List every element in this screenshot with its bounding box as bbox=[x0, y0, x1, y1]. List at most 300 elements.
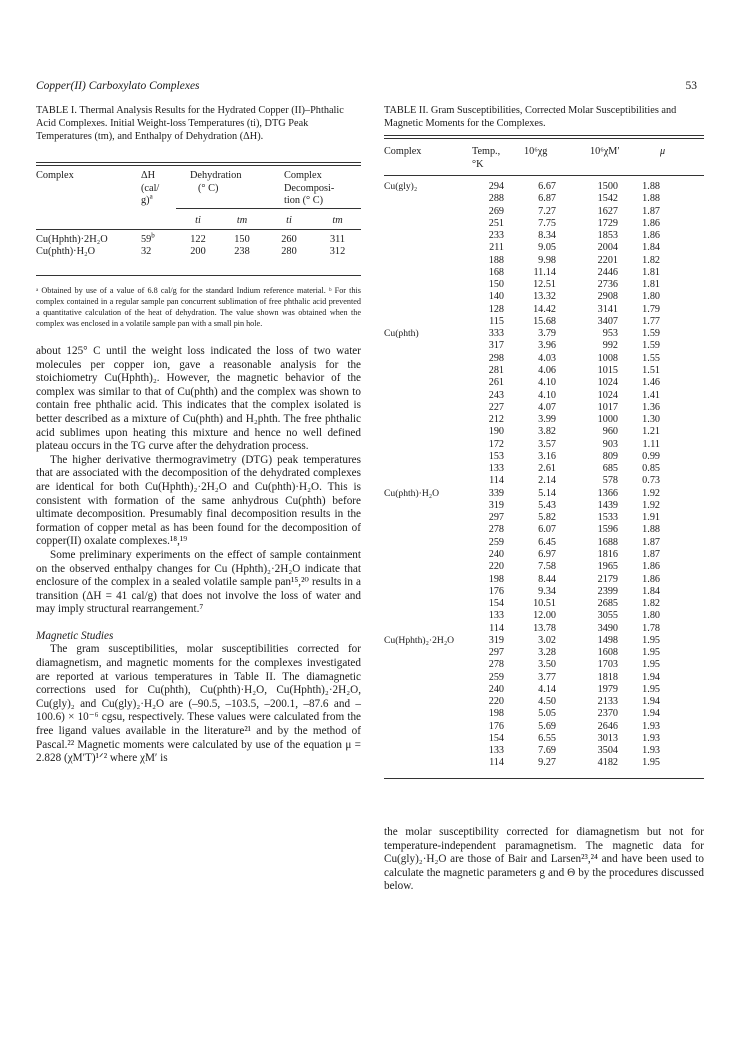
table-cell-complex bbox=[384, 439, 470, 451]
table-cell-complex bbox=[384, 721, 470, 733]
table-cell-chim: 2201 bbox=[597, 254, 618, 266]
table-cell-temp: 243 bbox=[488, 389, 504, 401]
table-row bbox=[384, 414, 704, 426]
table-cell-mu: 1.91 bbox=[642, 512, 660, 524]
table-row bbox=[384, 255, 704, 267]
table-cell-mu: 1.51 bbox=[642, 364, 660, 376]
table-cell-chim: 4182 bbox=[597, 757, 618, 769]
table-cell-chim: 1500 bbox=[597, 181, 618, 192]
table-cell-temp: 133 bbox=[488, 463, 504, 475]
table-cell-mu: 1.87 bbox=[642, 205, 660, 217]
table-cell-chim: 1596 bbox=[597, 524, 618, 536]
table-cell-mu: 1.95 bbox=[642, 659, 660, 671]
table-cell-mu: 1.79 bbox=[642, 303, 660, 315]
table-cell-temp: 114 bbox=[489, 757, 504, 769]
table-cell-chim: 1608 bbox=[597, 647, 618, 659]
table-row bbox=[384, 623, 704, 635]
table-cell-temp: 212 bbox=[488, 414, 504, 426]
table-cell-mu: 1.21 bbox=[642, 426, 660, 438]
table-row bbox=[384, 721, 704, 733]
table-cell-mu: 1.93 bbox=[642, 732, 660, 744]
table-cell-temp: 150 bbox=[488, 279, 504, 291]
table-row bbox=[384, 672, 704, 684]
table-cell-complex: Cu(phth) bbox=[384, 328, 419, 340]
table-cell-temp: 233 bbox=[488, 230, 504, 242]
table-cell-complex bbox=[384, 451, 470, 463]
table-cell-complex bbox=[384, 500, 470, 512]
table-cell-chig: 6.67 bbox=[538, 181, 556, 192]
table1-sub-rule-dehyd bbox=[176, 208, 361, 209]
table-cell-mu: 1.94 bbox=[642, 708, 660, 720]
table-cell-temp: 114 bbox=[489, 475, 504, 487]
table-cell-chim: 2646 bbox=[597, 720, 618, 732]
table-cell-mu: 1.88 bbox=[642, 193, 660, 205]
table-cell-temp: 133 bbox=[488, 610, 504, 622]
table-cell-chig: 2.61 bbox=[538, 463, 556, 475]
table1-top-rule bbox=[36, 162, 361, 163]
table-cell-complex bbox=[384, 230, 470, 242]
table-cell-chim: 3407 bbox=[597, 315, 618, 327]
table-cell-temp: 269 bbox=[488, 205, 504, 217]
table-cell-complex bbox=[384, 242, 470, 254]
table-cell-temp: 317 bbox=[488, 340, 504, 352]
paragraph: Some preliminary experiments on the effect of sample containment on the observed enthalpy changes for Cu (Hphth)₂·2H₂O indicate that enclosure of the complex in a sealed volatile sample pan¹⁵,²⁰ results in a transition (ΔH = 41 cal/g) that does not involve the loss of water and may imply structural rearrangement.⁷ bbox=[36, 548, 361, 616]
table-row bbox=[384, 291, 704, 303]
table-cell-complex bbox=[384, 512, 470, 524]
table-cell-chim: 1818 bbox=[597, 671, 618, 683]
table-cell-temp: 220 bbox=[488, 561, 504, 573]
table-cell-chig: 6.97 bbox=[538, 548, 556, 560]
table-cell-chig: 6.55 bbox=[538, 732, 556, 744]
table-cell-mu: 1.36 bbox=[642, 401, 660, 413]
table-cell-temp: 339 bbox=[488, 487, 504, 499]
table-cell-chim: 2179 bbox=[597, 573, 618, 585]
table-cell-temp: 251 bbox=[488, 217, 504, 229]
table-row: Cu(phth)·H₂O 32 200 238 280 312 bbox=[36, 246, 346, 258]
table-cell-temp: 261 bbox=[488, 377, 504, 389]
table-cell-chim: 1017 bbox=[597, 401, 618, 413]
table-cell-chim: 1816 bbox=[597, 548, 618, 560]
table-cell-mu: 1.86 bbox=[642, 230, 660, 242]
table-cell-mu: 1.80 bbox=[642, 291, 660, 303]
table-cell-chig: 11.14 bbox=[533, 266, 556, 278]
table2-top-rule-2 bbox=[384, 138, 704, 139]
table-row bbox=[384, 610, 704, 622]
table-row bbox=[384, 463, 704, 475]
table-cell-temp: 298 bbox=[488, 352, 504, 364]
table-cell-mu: 1.84 bbox=[642, 242, 660, 254]
table-cell-mu: 0.85 bbox=[642, 463, 660, 475]
table-cell-temp: 190 bbox=[488, 426, 504, 438]
table-cell-mu: 1.59 bbox=[642, 340, 660, 352]
table-row bbox=[384, 439, 704, 451]
table-cell-chig: 12.00 bbox=[533, 610, 556, 622]
table-cell-complex bbox=[384, 561, 470, 573]
table-cell-mu: 0.73 bbox=[642, 475, 660, 487]
table2-header-chig: 10⁶χg bbox=[524, 146, 548, 157]
table-cell-mu: 1.84 bbox=[642, 585, 660, 597]
table-cell-chig: 10.51 bbox=[533, 598, 556, 610]
table-cell-chim: 1729 bbox=[597, 217, 618, 229]
table1-header-decomposition-line2: Decomposi- bbox=[284, 182, 335, 194]
table-cell-complex bbox=[384, 463, 470, 475]
table-cell-temp: 297 bbox=[488, 512, 504, 524]
table-cell-mu: 0.99 bbox=[642, 450, 660, 462]
table1-top-rule-2 bbox=[36, 165, 361, 166]
table-cell-chim: 1979 bbox=[597, 683, 618, 695]
table1-header-complex: Complex bbox=[36, 170, 74, 181]
table-cell-chim: 953 bbox=[602, 328, 618, 340]
table-cell-mu: 1.87 bbox=[642, 536, 660, 548]
table-cell-chig: 6.45 bbox=[538, 536, 556, 548]
table-cell-mu: 1.92 bbox=[642, 487, 660, 499]
table-cell-complex: Cu(Hphth)₂·2H₂O bbox=[384, 634, 455, 646]
table-cell-temp: 140 bbox=[488, 291, 504, 303]
table-cell-complex bbox=[384, 757, 470, 769]
table-cell-chig: 13.32 bbox=[533, 291, 556, 303]
table-cell-temp: 172 bbox=[488, 438, 504, 450]
table-cell-temp: 198 bbox=[488, 708, 504, 720]
table-cell-complex: Cu(phth)·H₂O bbox=[384, 487, 440, 499]
table-cell-chig: 3.28 bbox=[538, 647, 556, 659]
table-row bbox=[384, 279, 704, 291]
table-cell-mu: 1.55 bbox=[642, 352, 660, 364]
table-cell-chig: 5.14 bbox=[538, 487, 556, 499]
table-cell-complex bbox=[384, 390, 470, 402]
table-cell-mu: 1.81 bbox=[642, 266, 660, 278]
table-row bbox=[384, 647, 704, 659]
table-cell-complex bbox=[384, 353, 470, 365]
table-cell-mu: 1.95 bbox=[642, 757, 660, 769]
table-cell-complex bbox=[384, 267, 470, 279]
table-row bbox=[384, 757, 704, 769]
table2-caption: TABLE II. Gram Susceptibilities, Corrected Molar Susceptibilities and Magnetic Moments for the Complexes. bbox=[384, 105, 677, 129]
table-cell-complex bbox=[384, 365, 470, 377]
table-cell-chim: 809 bbox=[602, 450, 618, 462]
table-cell-temp: 319 bbox=[488, 499, 504, 511]
table-cell-chim: 685 bbox=[602, 463, 618, 475]
table-cell-temp: 198 bbox=[488, 573, 504, 585]
table-cell-chig: 5.69 bbox=[538, 720, 556, 732]
table-cell-mu: 1.82 bbox=[642, 598, 660, 610]
table-cell-chig: 3.16 bbox=[538, 450, 556, 462]
table-row bbox=[384, 696, 704, 708]
table1-footnote: ᵃ Obtained by use of a value of 6.8 cal/g for the standard Indium reference material. ᵇ For this complex contained in a regular sample pan concurrent sublimation of free phthalic acid prevented a quantitative calculation of the heat of dehydration. The value shown was obtained when the complex was enclosed in a volatile sample pan with a small pin hole. bbox=[36, 286, 361, 328]
table-cell-mu: 1.77 bbox=[642, 315, 660, 327]
table1-header-ti-1: ti bbox=[195, 215, 201, 227]
table1-header-decomposition: Complex bbox=[284, 170, 322, 181]
table1-bottom-rule bbox=[36, 275, 361, 276]
table-cell-complex bbox=[384, 696, 470, 708]
right-column-text bbox=[384, 826, 704, 894]
table-cell-chim: 2004 bbox=[597, 242, 618, 254]
table1-header-rule bbox=[36, 229, 361, 230]
table-cell-temp: 128 bbox=[488, 303, 504, 315]
table-cell-chig: 9.98 bbox=[538, 254, 556, 266]
table-row bbox=[384, 586, 704, 598]
table1-header-dh-unit-2: g)$^a$ bbox=[141, 192, 153, 207]
table-cell-mu: 1.95 bbox=[642, 634, 660, 646]
table2-header-mu: μ bbox=[660, 146, 666, 157]
section-title: Magnetic Studies bbox=[36, 629, 114, 642]
table-cell-chig: 3.96 bbox=[538, 340, 556, 352]
table2-top-rule bbox=[384, 135, 704, 136]
paragraph: about 125° C until the weight loss indicated the loss of two water molecules per copper ion, gave a reasonable analysis for the stoichiometry Cu(Hphth)₂. However, the magnetic behavior of the complex was similar to that of Cu(phth) and the complex was shown to contain free phthalic acid. This indicates that the complex isolated is better described as a mixture of Cu(phth) and H₂phth. The free phthalic acid sublimes upon heating this mixture and hence no well defined plateau occurs in the TG curve after the dehydration process. bbox=[36, 345, 361, 453]
table-cell-chim: 992 bbox=[602, 340, 618, 352]
table-row bbox=[384, 598, 704, 610]
table-cell-chig: 6.07 bbox=[538, 524, 556, 536]
table-cell-chim: 3490 bbox=[597, 622, 618, 634]
table-cell-chig: 4.10 bbox=[538, 377, 556, 389]
table-cell-temp: 319 bbox=[488, 634, 504, 646]
table-cell-temp: 168 bbox=[488, 266, 504, 278]
table-row bbox=[384, 340, 704, 352]
table-cell-temp: 297 bbox=[488, 647, 504, 659]
table-cell-complex bbox=[384, 598, 470, 610]
table-cell-chig: 13.78 bbox=[533, 622, 556, 634]
table-cell-chim: 1853 bbox=[597, 230, 618, 242]
table-cell-chim: 1703 bbox=[597, 659, 618, 671]
table-row bbox=[384, 745, 704, 757]
table2-header-complex: Complex bbox=[384, 146, 422, 157]
table-cell-chig: 9.27 bbox=[538, 757, 556, 769]
table-cell-complex bbox=[384, 193, 470, 205]
table1-header-dh: ΔH bbox=[141, 170, 156, 181]
table-cell-temp: 153 bbox=[488, 450, 504, 462]
table-cell-complex bbox=[384, 206, 470, 218]
table2-header-temp: Temp., bbox=[472, 146, 501, 157]
table-cell-mu: 1.86 bbox=[642, 217, 660, 229]
table-cell-chig: 4.50 bbox=[538, 696, 556, 708]
table-cell-chig: 4.03 bbox=[538, 352, 556, 364]
table-row bbox=[384, 475, 704, 487]
table-cell-temp: 333 bbox=[488, 328, 504, 340]
table-cell-mu: 1.46 bbox=[642, 377, 660, 389]
table-cell-chig: 4.06 bbox=[538, 364, 556, 376]
table-cell-temp: 220 bbox=[488, 696, 504, 708]
table-cell-temp: 281 bbox=[488, 364, 504, 376]
table-cell-chim: 1688 bbox=[597, 536, 618, 548]
table-cell-mu: 1.95 bbox=[642, 683, 660, 695]
table-cell-chim: 1366 bbox=[597, 487, 618, 499]
table-cell-chig: 9.34 bbox=[538, 585, 556, 597]
table-cell-temp: 240 bbox=[488, 548, 504, 560]
table-cell-mu: 1.95 bbox=[642, 647, 660, 659]
table-cell-complex bbox=[384, 304, 470, 316]
left-column-text bbox=[36, 345, 361, 766]
table-row bbox=[384, 304, 704, 316]
table-cell-complex bbox=[384, 745, 470, 757]
table-row bbox=[384, 328, 704, 340]
table-cell-complex bbox=[384, 659, 470, 671]
table-cell-chig: 3.02 bbox=[538, 634, 556, 646]
table-cell-chim: 960 bbox=[602, 426, 618, 438]
table-row bbox=[384, 512, 704, 524]
table-cell-mu: 1.94 bbox=[642, 671, 660, 683]
table-row bbox=[384, 316, 704, 328]
table1-header-tm-2: tm bbox=[332, 215, 343, 227]
table-cell-mu: 1.41 bbox=[642, 389, 660, 401]
table-row bbox=[384, 574, 704, 586]
table-cell-temp: 115 bbox=[489, 315, 504, 327]
table-cell-complex bbox=[384, 672, 470, 684]
table-cell-chim: 2685 bbox=[597, 598, 618, 610]
table-cell-mu: 1.78 bbox=[642, 622, 660, 634]
table2 bbox=[384, 181, 704, 770]
table-cell-chig: 8.34 bbox=[538, 230, 556, 242]
table-cell-complex bbox=[384, 291, 470, 303]
table1-caption: TABLE I. Thermal Analysis Results for the Hydrated Copper (II)–Phthalic Acid Complexes. Initial Weight-loss Temperatures (ti), DTG Peak Temperatures (tm), and Enthalpy of Dehydration (ΔH). bbox=[36, 105, 344, 142]
table-cell-chim: 1627 bbox=[597, 205, 618, 217]
table-row bbox=[384, 230, 704, 242]
table-cell-temp: 240 bbox=[488, 683, 504, 695]
table-cell-complex bbox=[384, 733, 470, 745]
table-cell-mu: 1.88 bbox=[642, 524, 660, 536]
table-cell-temp: 154 bbox=[488, 732, 504, 744]
table-cell-mu: 1.59 bbox=[642, 328, 660, 340]
table-row bbox=[384, 402, 704, 414]
table-cell-temp: 188 bbox=[488, 254, 504, 266]
table-cell-temp: 154 bbox=[488, 598, 504, 610]
table-row bbox=[384, 708, 704, 720]
table1-header-dehydration-unit: (° C) bbox=[198, 182, 219, 194]
table2-header-temp-unit: °K bbox=[472, 158, 484, 170]
table-cell-mu: 1.86 bbox=[642, 573, 660, 585]
table-cell-chig: 15.68 bbox=[533, 315, 556, 327]
table-cell-complex bbox=[384, 279, 470, 291]
table-cell-chig: 4.07 bbox=[538, 401, 556, 413]
table-cell-complex bbox=[384, 708, 470, 720]
table-cell-complex bbox=[384, 586, 470, 598]
table-cell-chig: 5.05 bbox=[538, 708, 556, 720]
table1-header-tm-1: tm bbox=[236, 215, 248, 227]
table-cell-mu: 1.88 bbox=[642, 181, 660, 192]
table-cell-chig: 9.05 bbox=[538, 242, 556, 254]
table-row bbox=[384, 218, 704, 230]
table-cell-chim: 1008 bbox=[597, 352, 618, 364]
table-cell-chim: 3013 bbox=[597, 732, 618, 744]
table-cell-mu: 1.86 bbox=[642, 561, 660, 573]
table-cell-temp: 294 bbox=[488, 181, 504, 192]
table-cell-complex bbox=[384, 218, 470, 230]
table-row bbox=[384, 537, 704, 549]
table-cell-chig: 5.43 bbox=[538, 499, 556, 511]
table-cell-chim: 1542 bbox=[597, 193, 618, 205]
table-cell-chig: 3.50 bbox=[538, 659, 556, 671]
table-cell-complex: Cu(gly)₂ bbox=[384, 181, 418, 192]
table-cell-chig: 7.58 bbox=[538, 561, 556, 573]
table-cell-temp: 176 bbox=[488, 585, 504, 597]
table-row bbox=[384, 181, 704, 193]
table-cell-complex bbox=[384, 475, 470, 487]
running-title: Copper(II) Carboxylato Complexes bbox=[36, 80, 200, 92]
table-cell-complex bbox=[384, 537, 470, 549]
table2-header-rule bbox=[384, 175, 704, 176]
table-cell-temp: 278 bbox=[488, 659, 504, 671]
table-cell-chim: 1965 bbox=[597, 561, 618, 573]
table-row bbox=[384, 549, 704, 561]
table-cell-chig: 3.82 bbox=[538, 426, 556, 438]
table-cell-mu: 1.93 bbox=[642, 720, 660, 732]
table-cell-chim: 903 bbox=[602, 438, 618, 450]
table-cell-chig: 8.44 bbox=[538, 573, 556, 585]
table-cell-chig: 4.14 bbox=[538, 683, 556, 695]
table-cell-complex bbox=[384, 623, 470, 635]
table-cell-chim: 1015 bbox=[597, 364, 618, 376]
table-cell-chig: 2.14 bbox=[538, 475, 556, 487]
table-row bbox=[384, 426, 704, 438]
table-cell-chim: 578 bbox=[602, 475, 618, 487]
table-cell-temp: 259 bbox=[488, 536, 504, 548]
table-cell-chim: 1439 bbox=[597, 499, 618, 511]
table-cell-chim: 3055 bbox=[597, 610, 618, 622]
table-cell-complex bbox=[384, 647, 470, 659]
table-cell-temp: 211 bbox=[489, 242, 504, 254]
table-cell-chim: 2399 bbox=[597, 585, 618, 597]
table-cell-chig: 7.75 bbox=[538, 217, 556, 229]
table-cell-chim: 1024 bbox=[597, 389, 618, 401]
table-cell-chim: 2370 bbox=[597, 708, 618, 720]
table2-bottom-rule bbox=[384, 778, 704, 779]
table-cell-complex bbox=[384, 402, 470, 414]
table-cell-chim: 2446 bbox=[597, 266, 618, 278]
table-cell-chim: 1533 bbox=[597, 512, 618, 524]
table-row bbox=[384, 488, 704, 500]
table-cell-chig: 3.57 bbox=[538, 438, 556, 450]
table-cell-complex bbox=[384, 340, 470, 352]
table-cell-complex bbox=[384, 377, 470, 389]
table-cell-chim: 1000 bbox=[597, 414, 618, 426]
table-cell-complex bbox=[384, 316, 470, 328]
table-cell-chim: 2908 bbox=[597, 291, 618, 303]
table-row bbox=[384, 353, 704, 365]
table-cell-mu: 1.82 bbox=[642, 254, 660, 266]
table-row bbox=[384, 635, 704, 647]
table2-header-chim: 10⁶χM′ bbox=[590, 146, 620, 157]
table-cell-temp: 288 bbox=[488, 193, 504, 205]
page-number: 53 bbox=[685, 80, 697, 92]
table1 bbox=[36, 170, 361, 259]
table-row bbox=[384, 684, 704, 696]
table-row bbox=[384, 193, 704, 205]
table-row bbox=[384, 733, 704, 745]
table-cell-chig: 12.51 bbox=[533, 279, 556, 291]
table-cell-complex bbox=[384, 255, 470, 267]
table-cell-temp: 114 bbox=[489, 622, 504, 634]
table1-header-ti-2: ti bbox=[286, 215, 292, 227]
table-cell-mu: 1.80 bbox=[642, 610, 660, 622]
table-cell-mu: 1.11 bbox=[642, 438, 660, 450]
table-row bbox=[384, 267, 704, 279]
table-row bbox=[384, 561, 704, 573]
table-row bbox=[384, 451, 704, 463]
table-cell-chim: 1024 bbox=[597, 377, 618, 389]
table-cell-mu: 1.93 bbox=[642, 745, 660, 757]
table-cell-chig: 7.69 bbox=[538, 745, 556, 757]
table-cell-mu: 1.87 bbox=[642, 548, 660, 560]
table-cell-chig: 7.27 bbox=[538, 205, 556, 217]
table-cell-complex bbox=[384, 684, 470, 696]
table-cell-temp: 176 bbox=[488, 720, 504, 732]
table-row bbox=[384, 206, 704, 218]
table-cell-temp: 227 bbox=[488, 401, 504, 413]
table-cell-mu: 1.30 bbox=[642, 414, 660, 426]
table-cell-temp: 133 bbox=[488, 745, 504, 757]
table-cell-complex bbox=[384, 549, 470, 561]
table1-header-decomposition-line3: tion (° C) bbox=[284, 195, 324, 207]
table-cell-complex bbox=[384, 574, 470, 586]
table-cell-mu: 1.92 bbox=[642, 499, 660, 511]
